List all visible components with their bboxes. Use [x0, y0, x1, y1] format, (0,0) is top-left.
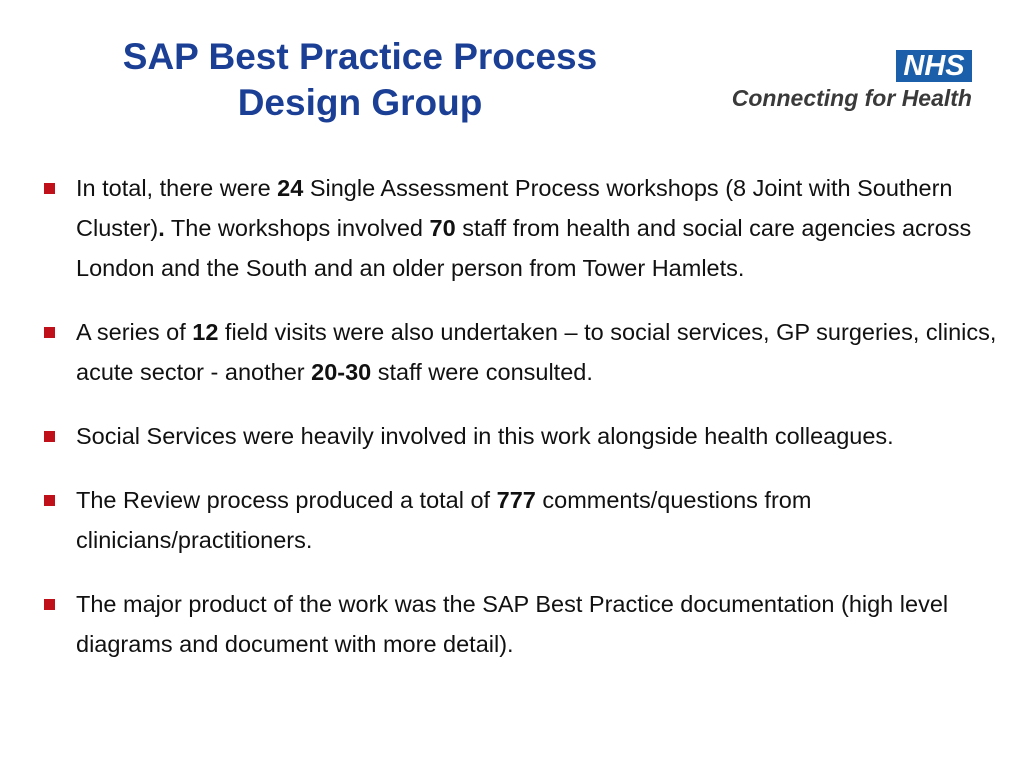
bullet-text: staff were consulted. [371, 359, 593, 385]
bullet-bold-number: 20-30 [311, 359, 372, 385]
bullet-item-workshops [40, 168, 1015, 288]
bullet-square-icon [44, 327, 55, 338]
bullet-bold-text: . [158, 215, 165, 241]
bullet-text: The workshops involved [164, 215, 430, 241]
nhs-connecting-for-health-logo [704, 50, 974, 114]
bullet-text: Single Assessment Process workshops (8 Joint with Southern Cluster) [76, 175, 953, 241]
bullet-text: The major product of the work was the SAP Best Practice documentation (high level diagrams and document with more detail). [76, 591, 949, 657]
bullet-square-icon [44, 495, 55, 506]
nhs-logo-badge: NHS [896, 50, 972, 82]
bullet-square-icon [44, 183, 55, 194]
bullet-square-icon [44, 431, 55, 442]
bullet-item-field-visits [40, 312, 1015, 392]
bullet-bold-number: 24 [277, 175, 304, 201]
bullet-square-icon [44, 599, 55, 610]
bullet-text: A series of [76, 319, 193, 345]
slide-title-line-1: SAP Best Practice Process [122, 36, 598, 77]
bullet-bold-number: 70 [429, 215, 456, 241]
slide-title [40, 34, 680, 126]
slide-title-line-2: Design Group [237, 82, 483, 123]
bullet-list [40, 168, 1015, 664]
bullet-text: Social Services were heavily involved in this work alongside health colleagues. [76, 423, 894, 449]
bullet-text: staff from health and social care agencies across London and the South and an older person from Tower Hamlets. [76, 215, 972, 281]
bullet-item-social-services [40, 416, 1015, 456]
bullet-item-major-product [40, 584, 1015, 664]
bullet-item-review-comments [40, 480, 1015, 560]
bullet-bold-number: 12 [192, 319, 219, 345]
bullet-text: comments/questions from clinicians/practitioners. [76, 487, 812, 553]
nhs-logo-tagline: Connecting for Health [731, 85, 972, 111]
bullet-bold-number: 777 [496, 487, 536, 513]
bullet-text: The Review process produced a total of [76, 487, 497, 513]
bullet-text: In total, there were [76, 175, 278, 201]
bullet-text: field visits were also undertaken – to social services, GP surgeries, clinics, acute sector - another [76, 319, 997, 385]
